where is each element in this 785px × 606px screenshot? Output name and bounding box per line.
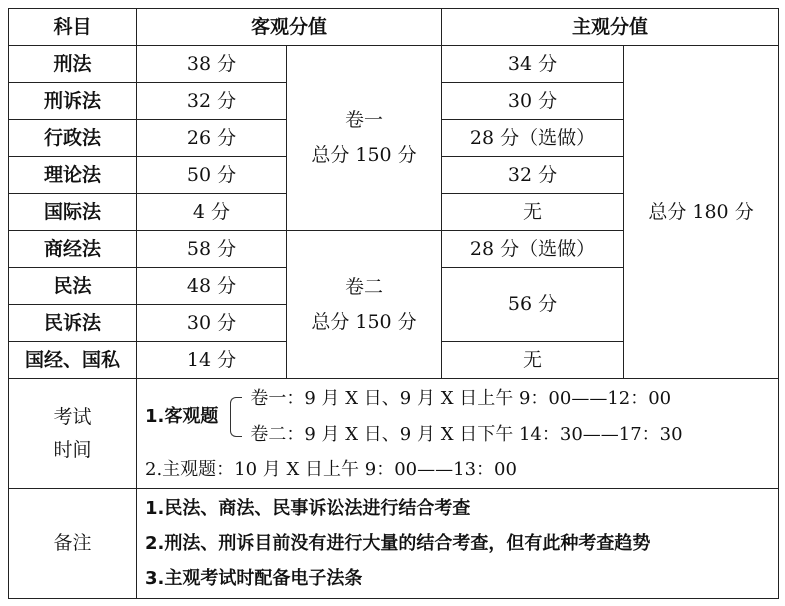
notes-label-cell: 备注	[9, 489, 137, 599]
exam-score-table-wrapper	[8, 8, 779, 599]
subjective-score-cell: 28 分（选做）	[442, 120, 624, 157]
subject-cell: 理论法	[9, 157, 137, 194]
subject-cell: 民诉法	[9, 305, 137, 342]
paper1-time: 卷一：9 月 X 日、9 月 X 日上午 9：00——12：00	[250, 387, 672, 409]
subject-cell: 行政法	[9, 120, 137, 157]
exam-time-label-cell	[9, 379, 137, 489]
exam-time-label-line1: 考试	[53, 405, 92, 428]
note-item: 1.民法、商法、民事诉讼法进行结合考查	[145, 497, 471, 519]
objective-score-cell: 58 分	[137, 231, 287, 268]
paper2-total: 总分 150 分	[311, 310, 417, 333]
paper2-cell	[287, 231, 442, 379]
objective-score-cell: 26 分	[137, 120, 287, 157]
subjective-score-cell: 无	[442, 342, 624, 379]
brace-icon	[230, 387, 242, 447]
subject-cell: 民法	[9, 268, 137, 305]
paper1-cell	[287, 46, 442, 231]
note-item: 3.主观考试时配备电子法条	[145, 567, 363, 589]
objective-score-cell: 38 分	[137, 46, 287, 83]
subject-cell: 国际法	[9, 194, 137, 231]
subjective-score-cell: 无	[442, 194, 624, 231]
table-row	[9, 46, 779, 83]
paper2-time: 卷二：9 月 X 日、9 月 X 日下午 14：30——17：30	[250, 423, 683, 445]
subjective-score-cell: 56 分	[442, 268, 624, 342]
subjective-score-cell: 30 分	[442, 83, 624, 120]
subject-cell: 国经、国私	[9, 342, 137, 379]
subjective-score-cell: 34 分	[442, 46, 624, 83]
exam-time-label-line2: 时间	[53, 438, 92, 461]
header-subjective: 主观分值	[442, 9, 779, 46]
subjective-time: 2.主观题：10 月 X 日上午 9：00——13：00	[145, 458, 517, 480]
objective-score-cell: 50 分	[137, 157, 287, 194]
objective-label: 1.客观题	[145, 405, 219, 427]
subjective-score-cell: 32 分	[442, 157, 624, 194]
exam-score-table	[8, 8, 779, 599]
subject-cell: 刑法	[9, 46, 137, 83]
subjective-total-cell: 总分 180 分	[624, 46, 779, 379]
objective-score-cell: 4 分	[137, 194, 287, 231]
paper1-name: 卷一	[345, 109, 384, 132]
objective-score-cell: 32 分	[137, 83, 287, 120]
header-subject: 科目	[9, 9, 137, 46]
subject-cell: 刑诉法	[9, 83, 137, 120]
paper1-total: 总分 150 分	[311, 144, 417, 166]
objective-score-cell: 14 分	[137, 342, 287, 379]
paper2-name: 卷二	[345, 275, 384, 298]
note-item: 2.刑法、刑诉目前没有进行大量的结合考查，但有此种考查趋势	[145, 532, 651, 554]
subject-cell: 商经法	[9, 231, 137, 268]
objective-score-cell: 30 分	[137, 305, 287, 342]
objective-score-cell: 48 分	[137, 268, 287, 305]
notes-row	[9, 489, 779, 599]
exam-time-row	[9, 379, 779, 489]
exam-time-content-cell	[137, 379, 779, 489]
objective-time-block	[145, 381, 778, 453]
header-objective: 客观分值	[137, 9, 442, 46]
subjective-score-cell: 28 分（选做）	[442, 231, 624, 268]
table-header-row	[9, 9, 779, 46]
notes-content-cell	[137, 489, 779, 599]
paper-times	[250, 381, 682, 453]
